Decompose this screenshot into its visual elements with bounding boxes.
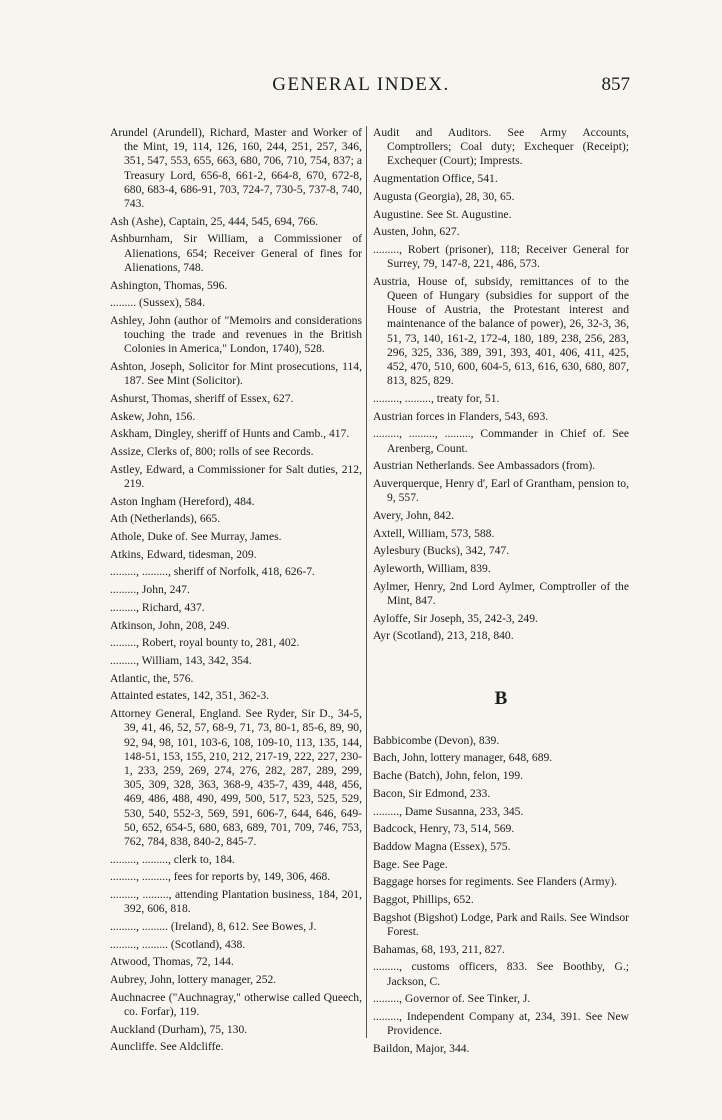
index-entry: Austria, House of, subsidy, remittances of to the Queen of Hungary (subsidies for support of the House of Austria, the Protestant interest and maintenance of the balance of power), 26, 32-3, 36, 51, 73, 140, 161-2, 172-4, 180, 189, 238, 256, 283, 296, 325, 336, 389, 391, 393, 401, 406, 411, 425, 452, 470, 510, 600, 604-5, 613, 616, 630, 680, 807, 813, 825, 829. [373,274,629,388]
index-entry: Bahamas, 68, 193, 211, 827. [373,942,505,956]
index-entry: ........., ........., fees for reports by, 149, 306, 468. [110,870,331,884]
index-entry: ........., ........., clerk to, 184. [110,852,235,866]
index-entry: Arundel (Arundell), Richard, Master and Worker of the Mint, 19, 114, 126, 160, 244, 251, 257, 346, 351, 547, 553, 655, 663, 680, 706, 710, 754, 837; a Treasury Lord, 656-8, 661-2, 664-8, 670, 672-8, 680, 683-4, 686-91, 703, 724-7, 730-5, 737-8, 740, 743. [110,126,362,211]
index-entry: ........., William, 143, 342, 354. [110,654,252,667]
index-entry: Ayr (Scotland), 213, 218, 840. [373,629,514,643]
index-entry: Atkins, Edward, tidesman, 209. [110,547,257,561]
section-letter: B [494,687,508,709]
index-entry: Ashley, John (author of "Memoirs and considerations touching the trade and revenues in the British Colonies in America," London, 1740), 528. [110,313,362,356]
index-entry: Babbicombe (Devon), 839. [373,733,500,747]
index-entry: Auckland (Durham), 75, 130. [110,1022,248,1036]
index-entry: Ashington, Thomas, 596. [110,278,228,292]
index-entry: Aylmer, Henry, 2nd Lord Aylmer, Comptroller of the Mint, 847. [373,579,629,607]
index-column-right [373,126,629,1060]
index-entry: Attorney General, England. See Ryder, Sir D., 34-5, 39, 41, 46, 52, 57, 68-9, 71, 73, 80-1, 85-6, 89, 90, 92, 94, 98, 101, 103-6, 108, 109-10, 113, 135, 144, 148-51, 153, 155, 210, 212, 217-19, 222, 227, 230-1, 233, 259, 269, 274, 276, 282, 287, 289, 299, 305, 309, 328, 363, 368-9, 435-7, 439, 448, 456, 469, 486, 488, 490, 499, 500, 517, 523, 525, 529, 530, 540, 552-3, 569, 591, 606-7, 644, 646, 649-50, 652, 654-5, 680, 683, 689, 701, 709, 746, 753, 762, 784, 838, 840-2, 845-7. [110,707,362,848]
index-entry: Augmentation Office, 541. [373,172,498,186]
index-entry: Ashton, Joseph, Solicitor for Mint prosecutions, 114, 187. See Mint (Solicitor). [110,360,362,388]
index-entry: ........., Richard, 437. [110,600,205,614]
index-entry: ........., ........., attending Plantation business, 184, 201, 392, 606, 818. [110,888,362,916]
index-entry: ........., Robert (prisoner), 118; Receiver General for Surrey, 79, 147-8, 221, 486, 573. [373,242,629,271]
index-entry: Auchnacree ("Auchnagray," otherwise called Queech, co. Forfar), 119. [110,990,362,1018]
index-entry: ........., Robert, royal bounty to, 281, 402. [110,636,300,650]
index-entry: Augusta (Georgia), 28, 30, 65. [373,189,515,203]
index-entry: Austrian Netherlands. See Ambassadors (from). [373,459,596,473]
index-entry: Augustine. See St. Augustine. [373,207,512,221]
index-entry: ........., ........., sheriff of Norfolk, 418, 626-7. [110,565,315,579]
index-entry: Badcock, Henry, 73, 514, 569. [373,822,515,836]
index-entry: Bacon, Sir Edmond, 233. [373,786,491,800]
index-entry: Ayloffe, Sir Joseph, 35, 242-3, 249. [373,611,538,625]
column-divider [366,126,367,1038]
index-entry: ........., ......... (Ireland), 8, 612. See Bowes, J. [110,919,317,933]
page-header [0,74,722,102]
index-entry: ........., John, 247. [110,583,190,597]
index-entry: Ayleworth, William, 839. [373,561,491,575]
index-entry: Baggot, Phillips, 652. [373,893,474,907]
index-entry: Aubrey, John, lottery manager, 252. [110,973,277,987]
index-entry: Baddow Magna (Essex), 575. [373,839,511,853]
index-entry: Austen, John, 627. [373,225,460,239]
index-entry: Athole, Duke of. See Murray, James. [110,530,282,544]
index-entry: ........., Dame Susanna, 233, 345. [373,804,524,818]
index-entry: ......... (Sussex), 584. [110,296,206,310]
index-entry: ........., ........., ........., Commander in Chief of. See Arenberg, Count. [373,427,629,455]
index-entry: Ash (Ashe), Captain, 25, 444, 545, 694, 766. [110,214,319,228]
index-entry: Atlantic, the, 576. [110,671,194,685]
index-entry: Attainted estates, 142, 351, 362-3. [110,689,270,703]
index-entry: ........., ........., treaty for, 51. [373,391,500,405]
index-entry: Baggage horses for regiments. See Flanders (Army). [373,875,618,889]
index-entry: Askham, Dingley, sheriff of Hunts and Camb., 417. [110,427,350,441]
index-entry: Auverquerque, Henry d', Earl of Grantham, pension to, 9, 557. [373,476,629,505]
index-entry: ........., Governor of. See Tinker, J. [373,992,531,1006]
index-entry: Avery, John, 842. [373,508,455,522]
index-entries-a [373,126,629,644]
index-entry: ........., ......... (Scotland), 438. [110,937,246,951]
index-entry: Ashburnham, Sir William, a Commissioner of Alienations, 654; Receiver General of fines for Alienations, 748. [110,232,362,274]
index-entry: Ath (Netherlands), 665. [110,512,221,526]
index-entry: ........., Independent Company at, 234, 391. See New Providence. [373,1009,629,1038]
index-entry: Axtell, William, 573, 588. [373,526,495,540]
index-entry: Astley, Edward, a Commissioner for Salt duties, 212, 219. [110,462,362,490]
index-entry: Atkinson, John, 208, 249. [110,618,230,632]
index-entry: Austrian forces in Flanders, 543, 693. [373,409,549,423]
index-entry: Bage. See Page. [373,857,448,871]
page-number: 857 [601,74,630,95]
index-entry: Bach, John, lottery manager, 648, 689. [373,751,553,765]
index-entry: ........., customs officers, 833. See Boothby, G.; Jackson, C. [373,960,629,988]
index-entry: Audit and Auditors. See Army Accounts, Comptrollers; Coal duty; Exchequer (Receipt); Exchequer (Court); Imprests. [373,126,629,168]
index-entry: Atwood, Thomas, 72, 144. [110,955,234,969]
index-entry: Askew, John, 156. [110,409,196,423]
index-entry: Aston Ingham (Hereford), 484. [110,494,255,508]
index-entry: Bache (Batch), John, felon, 199. [373,769,524,783]
index-entry: Ashurst, Thomas, sheriff of Essex, 627. [110,391,294,405]
index-entry: Auncliffe. See Aldcliffe. [110,1040,224,1054]
index-entry: Baildon, Major, 344. [373,1041,470,1055]
index-column-left [110,126,362,1058]
page-title: GENERAL INDEX. [272,74,450,95]
index-entry: Bagshot (Bigshot) Lodge, Park and Rails. See Windsor Forest. [373,910,629,938]
index-entry: Aylesbury (Bucks), 342, 747. [373,544,510,558]
index-entry: Assize, Clerks of, 800; rolls of see Records. [110,445,314,459]
index-entries-b [373,734,629,1056]
